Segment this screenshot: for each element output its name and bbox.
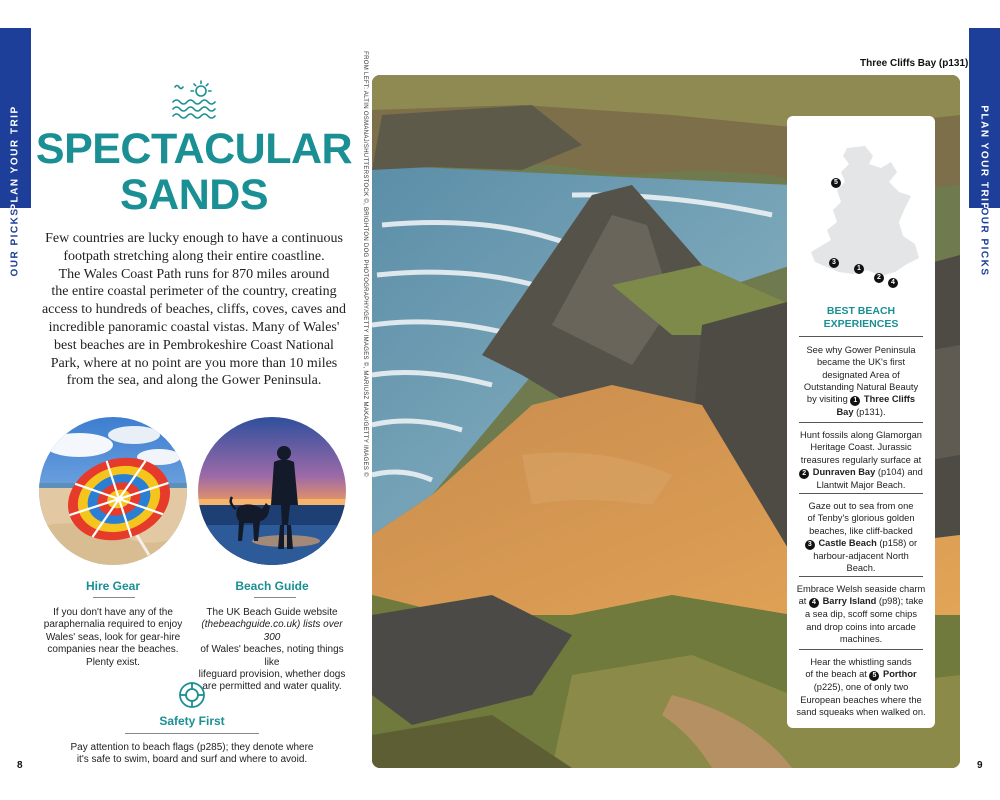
card-item-highlight-line (793, 393, 929, 406)
intro-line: incredible panoramic coastal vistas. Many of Wales' (48, 319, 340, 335)
card-item-line: beaches, like cliff-backed (809, 525, 913, 536)
safety-first-body (60, 742, 324, 767)
card-title-line1: BEST BEACH (826, 305, 896, 317)
card-item-4 (793, 583, 929, 645)
page-headline-line1: SPECTACULAR (35, 125, 353, 173)
beach-guide-line: are permitted and water quality. (202, 681, 342, 693)
card-divider (799, 422, 923, 423)
card-divider (799, 649, 923, 650)
wave-sun-icon (170, 78, 216, 120)
card-item-suffix: (p98); take (876, 596, 924, 607)
safety-first-title: Safety First (159, 714, 225, 728)
lifebuoy-icon (178, 681, 206, 709)
intro-line: footpath stretching along their entire coastline. (63, 248, 325, 264)
map-marker-3: 3 (829, 258, 839, 268)
beach-guide-website-line (194, 619, 350, 644)
card-item-line: harbour-adjacent North (813, 550, 909, 561)
map-marker-1: 1 (854, 264, 864, 274)
intro-line: access to hundreds of beaches, cliffs, coves, caves and (41, 302, 347, 318)
beach-name: Three Cliffs (863, 394, 916, 405)
intro-line: the entire coastal perimeter of the country, creating (51, 284, 337, 300)
card-item-highlight-line (793, 537, 929, 550)
intro-line: The Wales Coast Path runs for 870 miles around (58, 266, 330, 282)
hire-gear-body (39, 607, 187, 669)
card-item-line: Llantwit Major Beach. (816, 479, 906, 490)
hire-gear-line: companies near the beaches. (47, 644, 179, 656)
hire-gear-divider (93, 597, 135, 598)
hire-gear-title: Hire Gear (85, 579, 141, 593)
beach-guide-line: The UK Beach Guide website (206, 607, 338, 618)
right-subsection-label: OUR PICKS (978, 207, 990, 277)
intro-line: Park, where at no point are you more than 10 miles (50, 355, 338, 371)
safety-first-divider (125, 733, 259, 734)
beach-guide-line: lifeguard provision, whether dogs (198, 669, 346, 681)
beach-guide-title: Beach Guide (235, 579, 309, 593)
card-divider (799, 576, 923, 577)
map-marker-2: 2 (874, 273, 884, 283)
beach-name: Barry Island (822, 596, 877, 607)
beach-name: Porthor (883, 669, 917, 680)
card-item-line: (p225), one of only two (813, 682, 909, 693)
map-marker-5: 5 (831, 178, 841, 188)
card-item-line: Heritage Coast. Jurassic (810, 442, 912, 453)
safety-first-line: Pay attention to beach flags (p285); they denote where (70, 742, 314, 753)
card-item-2 (793, 429, 929, 491)
card-item-1 (793, 344, 929, 418)
beach-guide-divider (254, 597, 296, 598)
beach-guide-line: of Wales' beaches, noting things like (200, 644, 344, 668)
beach-guide-website: (thebeachguide.co.uk) lists over 300 (201, 619, 343, 643)
number-badge: 2 (799, 469, 809, 479)
left-page-number: 8 (17, 760, 23, 771)
beach-name-cont: Bay (836, 407, 854, 418)
card-item-5 (793, 656, 929, 718)
left-subsection-label: OUR PICKS (9, 207, 21, 277)
number-badge: 1 (850, 396, 860, 406)
card-item-line: European beaches where the (800, 694, 922, 705)
card-item-line: machines. (839, 633, 883, 644)
card-item-line: treasures regularly surface at (800, 454, 922, 465)
left-section-tab-label: PLAN YOUR TRIP (9, 105, 21, 211)
number-badge: 4 (809, 598, 819, 608)
card-item-line: designated Area of (822, 369, 900, 380)
map-marker-4: 4 (888, 278, 898, 288)
beach-name: Dunraven Bay (812, 466, 876, 477)
card-title-line2: EXPERIENCES (823, 318, 899, 330)
card-item-line: Hear the whistling sands (810, 657, 912, 667)
number-badge: 5 (869, 671, 879, 681)
card-item-line: and drop coins into arcade (806, 621, 916, 632)
intro-paragraph (35, 230, 353, 390)
intro-line: Few countries are lucky enough to have a continuous (45, 231, 343, 246)
card-item-prefix: by visiting (806, 394, 851, 405)
card-item-highlight-line (793, 668, 929, 681)
intro-line: from the sea, and along the Gower Peninsula. (66, 373, 322, 389)
beach-name: Castle Beach (818, 537, 877, 548)
card-item-line: Gaze out to sea from one (808, 501, 914, 511)
card-item-prefix: at (798, 596, 809, 607)
hire-gear-line: If you don't have any of the (53, 607, 173, 618)
beach-guide-body (194, 607, 350, 694)
right-page-number: 9 (977, 760, 983, 771)
card-item-highlight-line (793, 466, 929, 479)
card-item-line: of Tenby's glorious golden (807, 513, 915, 524)
hire-gear-line: Plenty exist. (86, 656, 140, 668)
card-item-3 (793, 500, 929, 574)
card-divider (799, 493, 923, 494)
card-item-line: See why Gower Peninsula (806, 345, 916, 355)
wales-map-icon (807, 142, 925, 292)
intro-line: best beaches are in Pembrokeshire Coast National (54, 337, 334, 353)
card-item-highlight-line (793, 595, 929, 608)
card-item-line: Embrace Welsh seaside charm (796, 584, 926, 594)
number-badge: 3 (805, 540, 815, 550)
card-item-line: Outstanding Natural Beauty (803, 381, 919, 392)
page-headline-line2: SANDS (119, 171, 269, 219)
card-item-suffix: (p104) and (875, 466, 923, 477)
best-beach-card (787, 116, 935, 728)
card-item-line: Beach. (846, 563, 876, 574)
right-section-tab-label: PLAN YOUR TRIP (978, 105, 990, 211)
photo-credit: FROM LEFT: ALTIN OSMANAJ/SHUTTERSTOCK ©, BRIGHTON DOG PHOTOGRAPHY/GETTY IMAGES ©, MARIUSZ MAKA/GETTY IMAGES © (362, 51, 368, 477)
hire-gear-line: Wales' seas, look for gear-hire (45, 631, 181, 643)
beach-dog-sunset-photo (198, 417, 346, 565)
card-item-line: sand squeaks when walked on. (796, 706, 926, 717)
card-item-suffix: (p158) or (876, 537, 918, 548)
safety-first-line: it's safe to swim, board and surf and where to avoid. (76, 754, 308, 766)
hire-gear-line: paraphernalia required to enjoy (43, 619, 183, 631)
card-item-line: became the UK's first (816, 357, 906, 368)
card-item-line: a sea dip, scoff some chips (805, 609, 917, 620)
beach-umbrella-photo (39, 417, 187, 565)
card-item-prefix: of the beach at (805, 669, 870, 680)
card-item-line (793, 406, 929, 418)
card-item-line: Hunt fossils along Glamorgan (800, 430, 922, 440)
photo-caption: Three Cliffs Bay (p131) (860, 58, 969, 69)
card-item-suffix: (p131). (853, 407, 886, 418)
card-divider (799, 336, 923, 337)
